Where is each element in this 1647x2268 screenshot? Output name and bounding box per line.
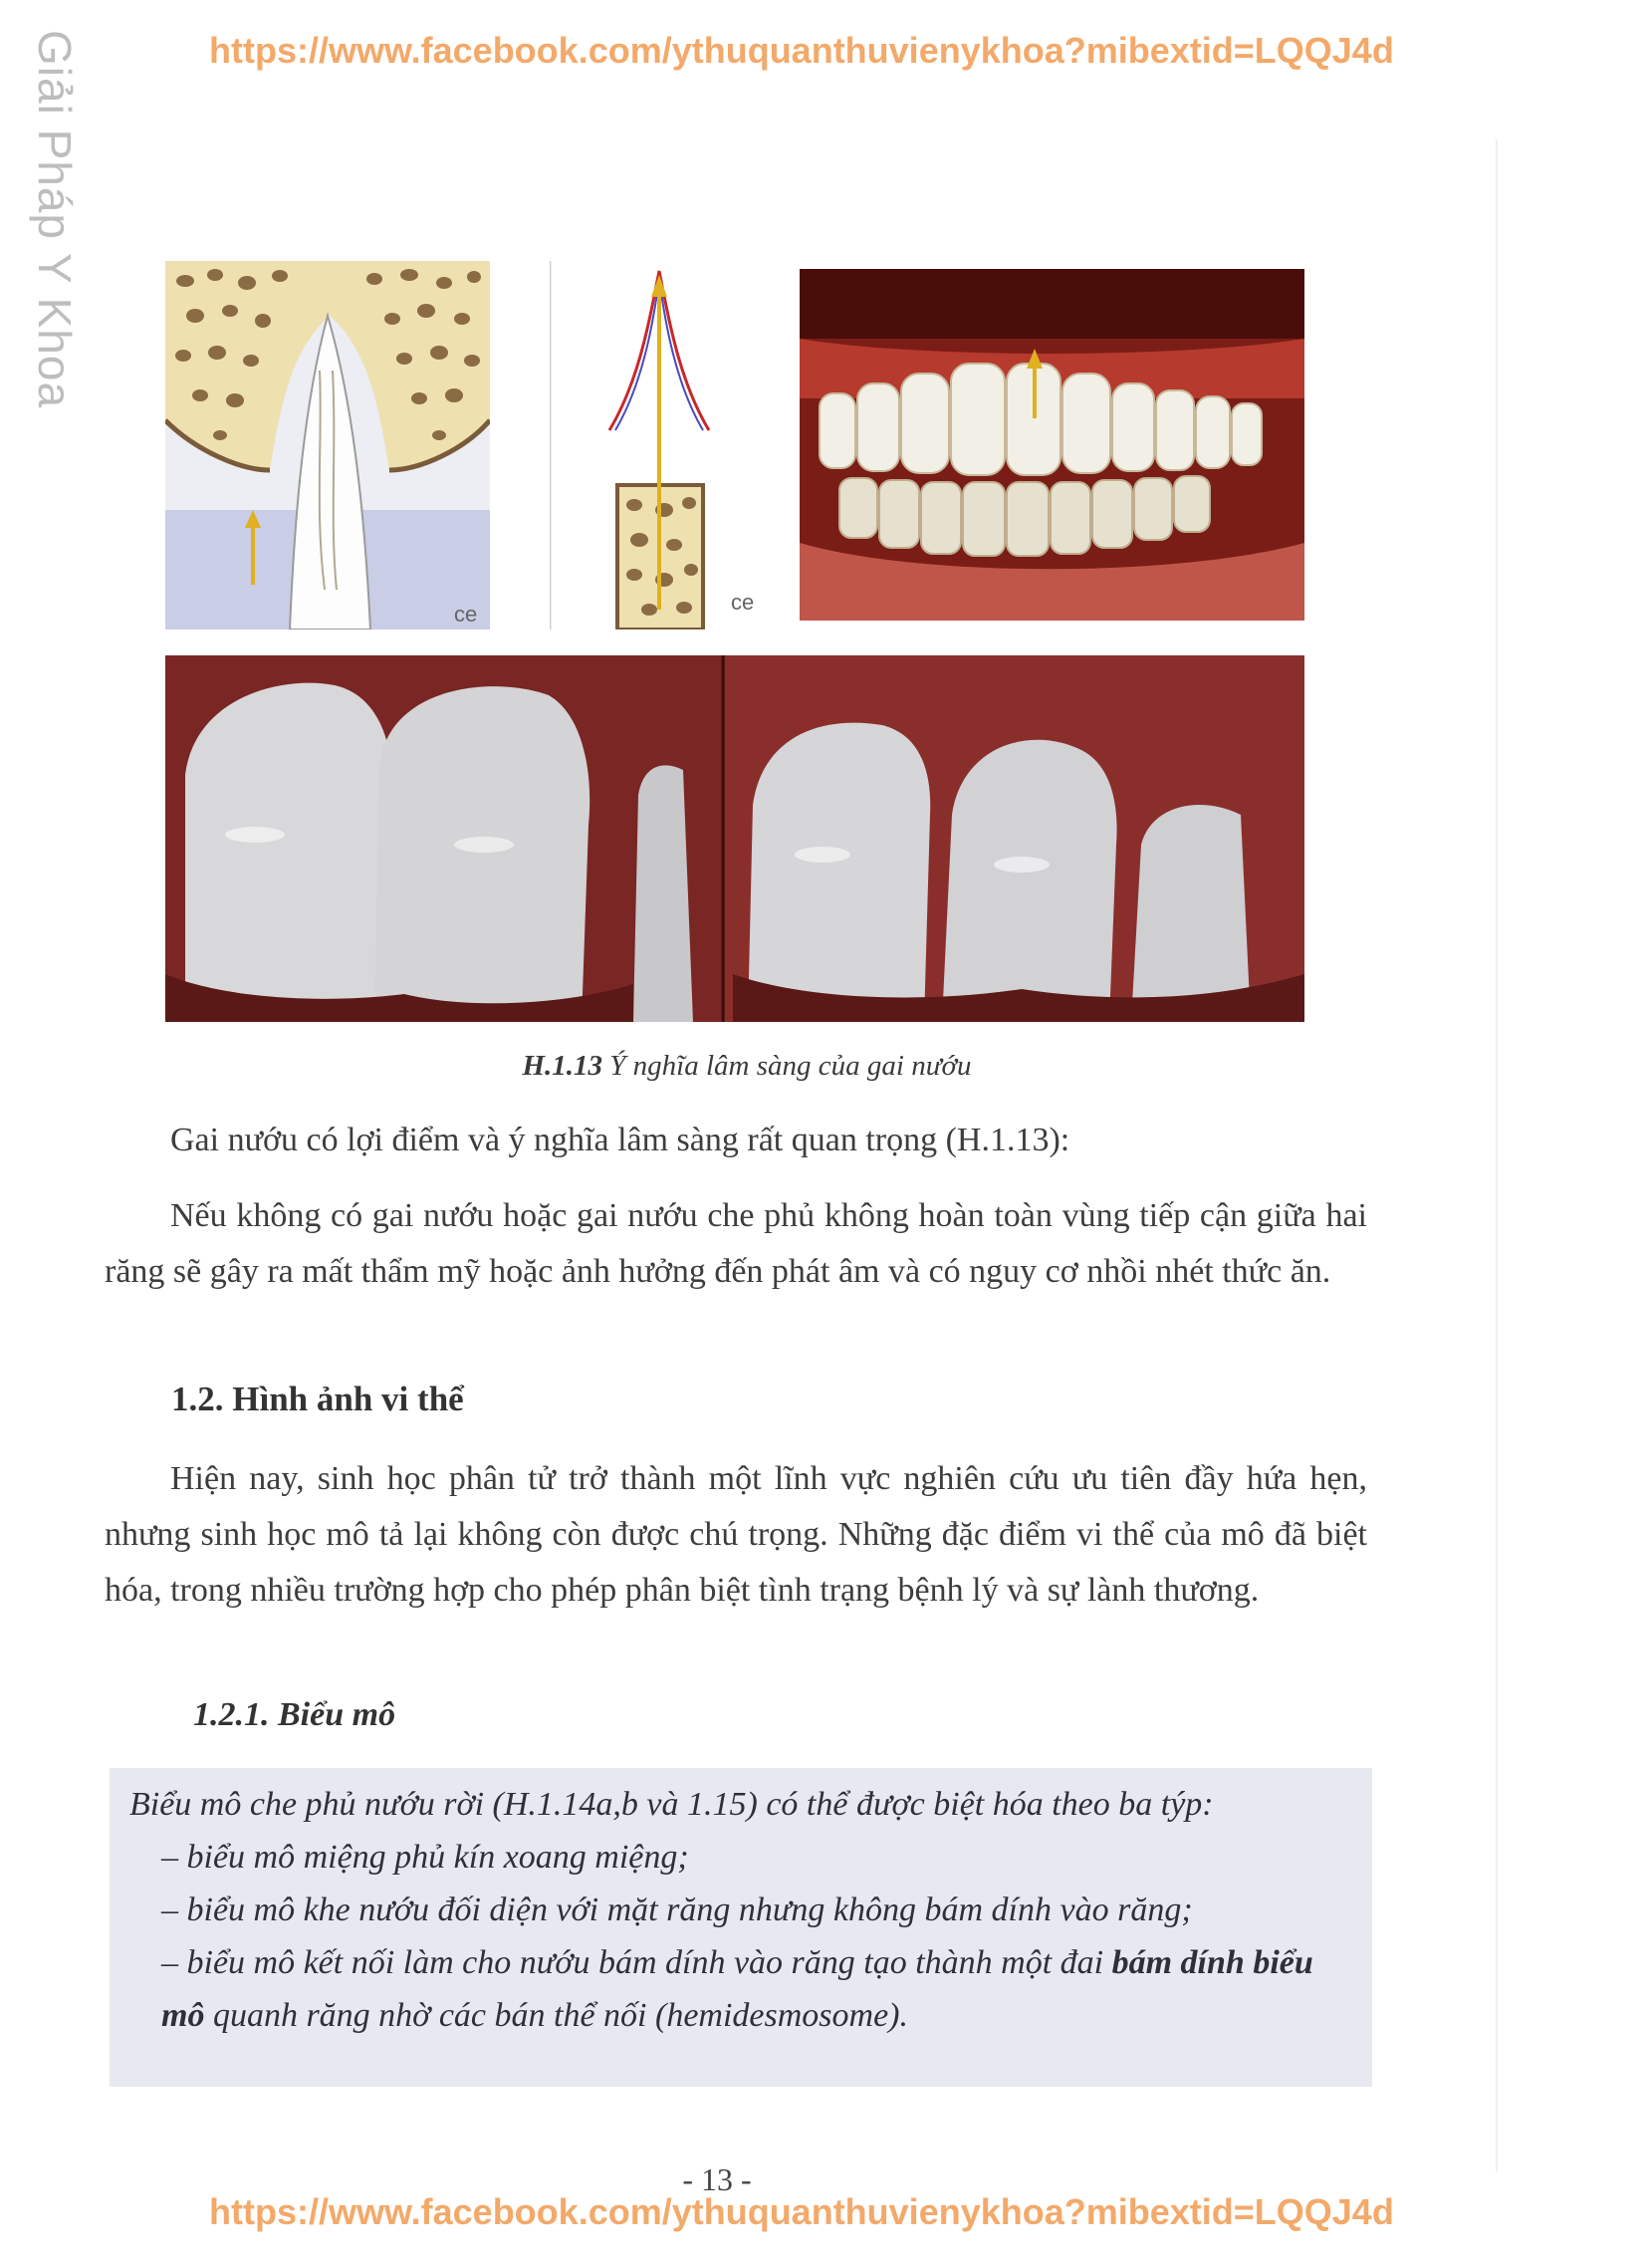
box-item-oral-epithelium: – biểu mô miệng phủ kín xoang miệng;	[161, 1839, 689, 1876]
box-item3-post: quanh răng nhờ các bán thể nối (hemidesmosome).	[204, 1997, 908, 2034]
subsection-heading: 1.2.1. Biểu mô	[193, 1696, 396, 1733]
page-number: - 13 -	[682, 2161, 752, 2197]
box-item-sulcular-epithelium: – biểu mô khe nướu đối diện với mặt răng nhưng không bám dính vào răng;	[161, 1891, 1193, 1928]
source-url-bottom[interactable]: https://www.facebook.com/ythuquanthuvienykhoa?mibextid=LQQJ4d	[209, 2191, 1394, 2232]
box-item3-bold: bám dính biểu mô	[161, 1944, 1313, 2034]
page-edge-line	[1496, 139, 1498, 2171]
figure-smile-photo	[800, 269, 1304, 621]
section-heading: 1.2. Hình ảnh vi thể	[171, 1380, 464, 1418]
svg-text:ce: ce	[454, 602, 478, 627]
source-url-top[interactable]: https://www.facebook.com/ythuquanthuvienykhoa?mibextid=LQQJ4d	[209, 30, 1394, 71]
epithelium-summary-box	[110, 1768, 1372, 2087]
figure-bone-diagram	[165, 261, 490, 630]
side-watermark: Giải Pháp Y Khoa	[29, 30, 81, 409]
box-intro: Biểu mô che phủ nướu rời (H.1.14a,b và 1.15) có thể được biệt hóa theo ba týp:	[129, 1786, 1214, 1823]
paragraph-papilla-absence: Nếu không có gai nướu hoặc gai nướu che phủ không hoàn toàn vùng tiếp cận giữa hai răng sẽ gây ra mất thẩm mỹ hoặc ảnh hưởng đến phát âm và có nguy cơ nhồi nhét thức ăn.	[105, 1197, 1367, 1290]
figure-caption	[0, 1050, 1494, 1083]
paragraph-intro: Gai nướu có lợi điểm và ý nghĩa lâm sàng rất quan trọng (H.1.13):	[170, 1122, 1070, 1158]
svg-text:ce: ce	[731, 590, 755, 615]
figure-caption-text: Ý nghĩa lâm sàng của gai nướu	[602, 1050, 972, 1082]
box-item3-pre: – biểu mô kết nối làm cho nướu bám dính vào răng tạo thành một đai	[161, 1944, 1112, 1981]
box-item-junctional-epithelium	[129, 1936, 1352, 2042]
figure-label: H.1.13	[522, 1050, 603, 1082]
figure-papilla-diagram	[550, 261, 789, 630]
figure-incisors-closeup	[165, 655, 1304, 1022]
paragraph-microscopy: Hiện nay, sinh học phân tử trở thành một lĩnh vực nghiên cứu ưu tiên đầy hứa hẹn, nhưng sinh học mô tả lại không còn được chú trọng. Những đặc điểm vi thể của mô đã biệt hóa, trong nhiều trường hợp cho phép phân biệt tình trạng bệnh lý và sự lành thương.	[105, 1460, 1367, 1609]
